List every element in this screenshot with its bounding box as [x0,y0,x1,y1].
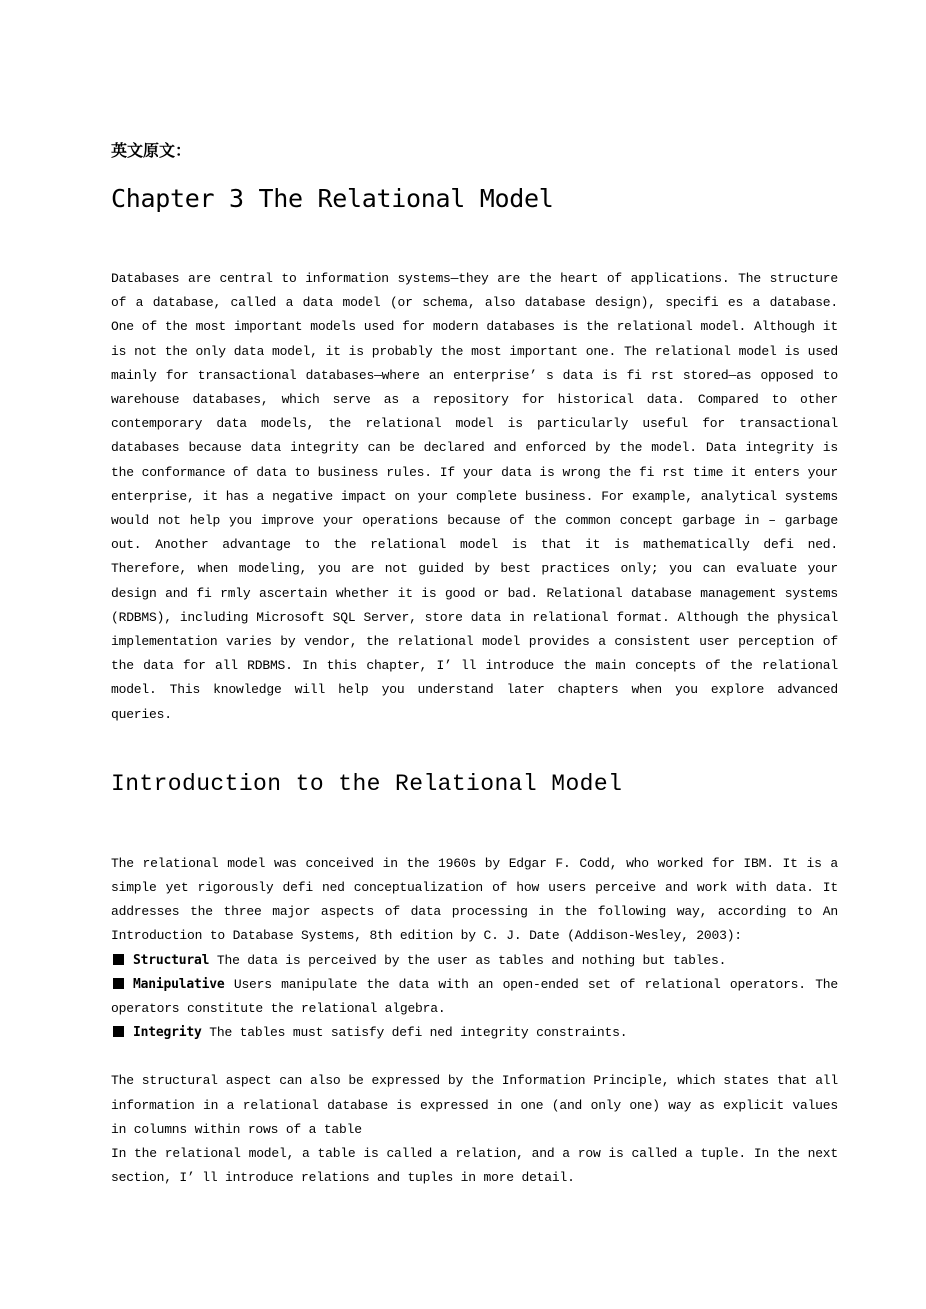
bullet-item [111,949,838,973]
bullet-text: The tables must satisfy defi ned integrity constraints. [201,1025,628,1041]
original-text-label: 英文原文： [111,141,192,160]
bullet-item [111,973,838,1021]
bullet-text: Users manipulate the data with an open-ended set of relational operators. The operators constitute the relational algebra. [111,976,838,1017]
square-bullet-icon [113,954,124,965]
section-title: Introduction to the Relational Model [111,770,623,797]
bullet-item [111,1021,838,1045]
intro-paragraph: Databases are central to information systems—they are the heart of applications. The structure of a database, called a data model (or schema, also database design), specifi es a database. One of the most important models used for modern databases is the relational model. Although it is not the only data model, it is probably the most important one. The relational model is used mainly for transactional databases—where an enterprise’ s data is fi rst stored—as opposed to warehouse databases, which serve as a repository for historical data. Compared to other contemporary data models, the relational model is particularly useful for transactional databases because data integrity can be declared and enforced by the model. Data integrity is the conformance of data to business rules. If your data is wrong the fi rst time it enters your enterprise, it has a negative impact on your complete business. For example, analytical systems would not help you improve your operations because of the common concept garbage in – garbage out. Another advantage to the relational model is that it is mathematically defi ned. Therefore, when modeling, you are not guided by best practices only; you can evaluate your design and fi rmly ascertain whether it is good or bad. Relational database management systems (RDBMS), including Microsoft SQL Server, store data in relational format. Although the physical implementation varies by vendor, the relational model provides a consistent user perception of the data for all RDBMS. In this chapter, I’ ll introduce the main concepts of the relational model. This knowledge will help you understand later chapters when you explore advanced queries. [111,271,838,722]
bullet-term: Manipulative [133,976,225,992]
chapter-title: Chapter 3 The Relational Model [111,184,554,213]
bullet-term: Integrity [133,1025,202,1041]
relation-tuple-paragraph: In the relational model, a table is called a relation, and a row is called a tuple. In the next section, I’ ll introduce relations and tuples in more detail. [111,1146,838,1186]
information-principle-paragraph: The structural aspect can also be expressed by the Information Principle, which states that all information in a relational database is expressed in one (and only one) way as explicit values in columns within rows of a table [111,1073,838,1137]
section-paragraph: The relational model was conceived in the 1960s by Edgar F. Codd, who worked for IBM. It is a simple yet rigorously defi ned conceptualization of how users perceive and work with data. It addresses the three major aspects of data processing in the following way, according to An Introduction to Database Systems, 8th edition by C. J. Date (Addison-Wesley, 2003): [111,855,838,944]
square-bullet-icon [113,1026,124,1037]
bullet-text: The data is perceived by the user as tables and nothing but tables. [209,952,727,968]
paragraph-spacer [111,1045,838,1069]
document-page [111,140,838,1191]
bullet-term: Structural [133,952,210,968]
square-bullet-icon [113,978,124,989]
